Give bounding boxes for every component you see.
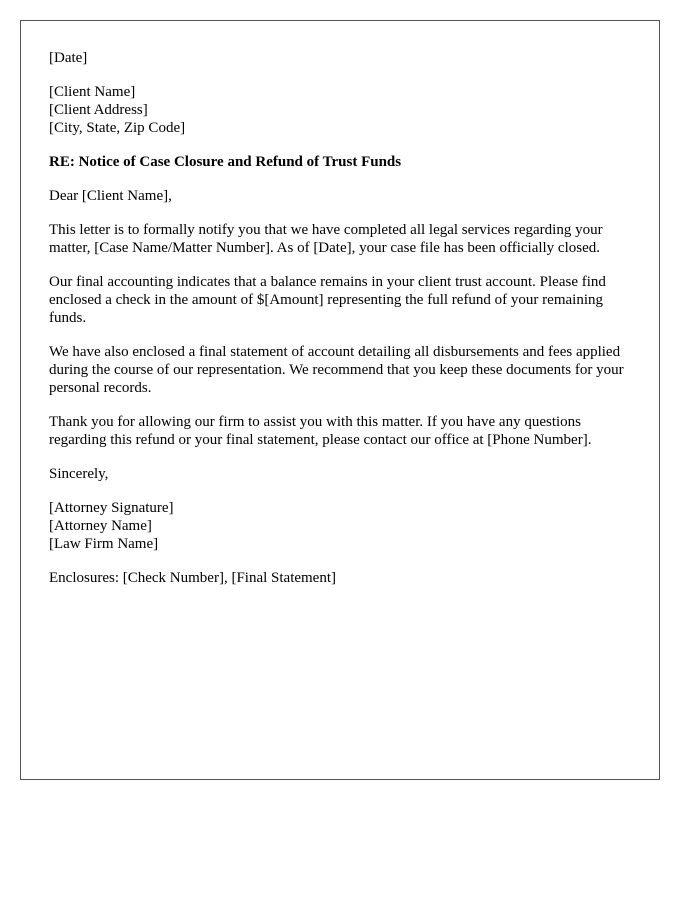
enclosures-line: Enclosures: [Check Number], [Final Statement] bbox=[49, 570, 337, 586]
closing-block bbox=[49, 465, 631, 483]
subject-line: RE: Notice of Case Closure and Refund of Trust Funds bbox=[49, 154, 402, 170]
attorney-name: [Attorney Name] bbox=[49, 518, 152, 534]
body-paragraph-3-block bbox=[49, 343, 631, 397]
letter-date-block bbox=[49, 49, 631, 67]
enclosures-block bbox=[49, 569, 631, 587]
recipient-address: [Client Address] bbox=[49, 102, 148, 118]
letter-date: [Date] bbox=[49, 50, 88, 66]
subject-line-block bbox=[49, 153, 631, 171]
signature-block bbox=[49, 499, 631, 553]
recipient-city-state-zip: [City, State, Zip Code] bbox=[49, 120, 186, 136]
body-paragraph-1-block bbox=[49, 221, 631, 257]
body-paragraph: This letter is to formally notify you that we have completed all legal services regarding your matter, [Case Name/Matter Number]. As of [Date], your case file has been officially closed. bbox=[49, 222, 603, 256]
body-paragraph-4-block bbox=[49, 413, 631, 449]
body-paragraph: Our final accounting indicates that a balance remains in your client trust account. Please find enclosed a check in the amount of $[Amount] representing the full refund of your remaining funds. bbox=[49, 274, 606, 326]
letter-page bbox=[20, 20, 660, 780]
attorney-signature: [Attorney Signature] bbox=[49, 500, 174, 516]
recipient-address-block bbox=[49, 83, 631, 137]
salutation-block bbox=[49, 187, 631, 205]
body-paragraph: We have also enclosed a final statement of account detailing all disbursements and fees applied during the course of our representation. We recommend that you keep these documents for your personal records. bbox=[49, 344, 624, 396]
salutation: Dear [Client Name], bbox=[49, 188, 172, 204]
recipient-name: [Client Name] bbox=[49, 84, 136, 100]
closing: Sincerely, bbox=[49, 466, 109, 482]
law-firm-name: [Law Firm Name] bbox=[49, 536, 159, 552]
body-paragraph-2-block bbox=[49, 273, 631, 327]
body-paragraph: Thank you for allowing our firm to assist you with this matter. If you have any questions regarding this refund or your final statement, please contact our office at [Phone Number]. bbox=[49, 414, 592, 448]
